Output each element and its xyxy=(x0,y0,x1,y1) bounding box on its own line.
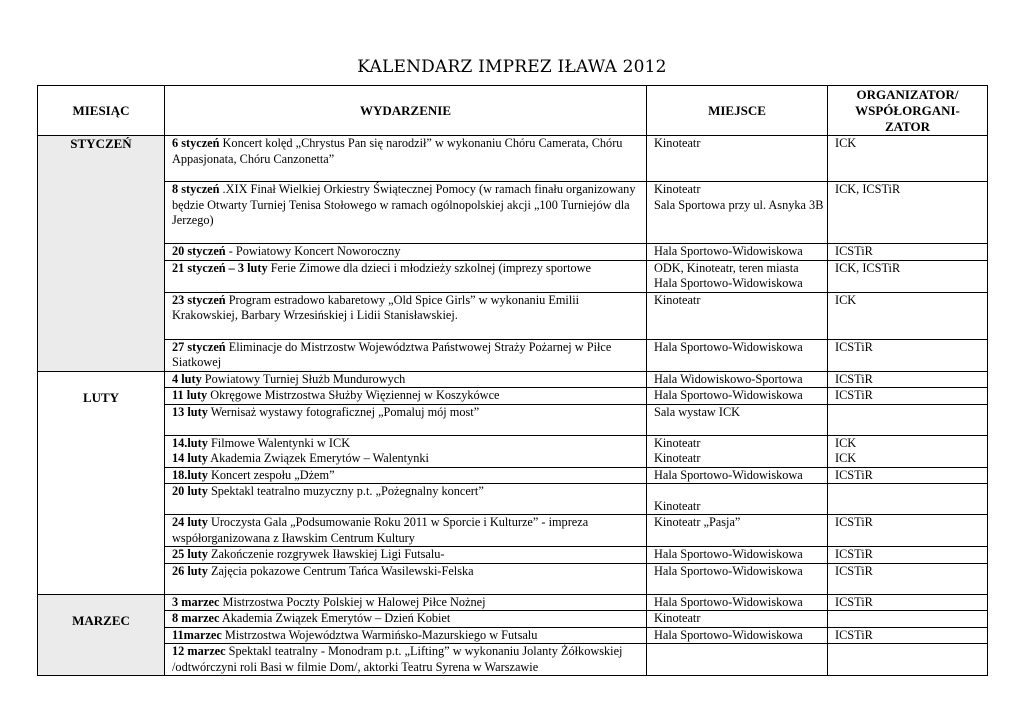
table-row xyxy=(38,404,988,435)
organizer-cell xyxy=(828,371,988,388)
event-date: 3 marzec xyxy=(172,594,220,609)
organizer-text: ICK xyxy=(835,435,857,450)
event-cell xyxy=(165,136,647,182)
table-row xyxy=(38,260,988,292)
event-text: Koncert kolęd „Chrystus Pan się narodził” w wykonaniu Chóru Camerata, Chóru Appasjonata, Chóru Canzonetta” xyxy=(172,136,623,166)
table-row xyxy=(38,371,988,388)
organizer-text: ICSTiR xyxy=(835,339,873,354)
organizer-cell xyxy=(828,182,988,244)
organizer-cell xyxy=(828,594,988,611)
table-row xyxy=(38,339,988,371)
place-text: Kinoteatr xyxy=(654,292,701,307)
organizer-text: ICSTiR xyxy=(835,371,873,386)
organizer-cell xyxy=(828,611,988,628)
event-cell xyxy=(165,627,647,644)
place-text: Hala Sportowo-Widowiskowa xyxy=(654,547,803,561)
organizer-cell xyxy=(828,484,988,515)
event-cell xyxy=(165,388,647,405)
organizer-cell xyxy=(828,627,988,644)
event-date: 11 luty xyxy=(172,388,208,402)
event-text: Uroczysta Gala „Podsumowanie Roku 2011 w Sporcie i Kulturze” - impreza współorganizowana z Iławskim Centrum Kultury xyxy=(172,515,589,545)
organizer-text: ICK xyxy=(835,292,857,307)
place-cell xyxy=(647,260,828,292)
event-cell xyxy=(165,484,647,515)
header-organizer-line: ORGANIZATOR/ xyxy=(856,86,959,102)
event-text: .XIX Finał Wielkiej Orkiestry Świątecznej Pomocy (w ramach finału organizowany będzie Otwarty Turniej Tenisa Stołowego w ramach ogólnopolskiej akcji „100 Turniejów dla Jerzego) xyxy=(172,182,636,227)
place-text: Hala Sportowo-Widowiskowa xyxy=(654,467,803,482)
place-cell xyxy=(647,292,828,339)
organizer-text: ICK, ICSTiR xyxy=(835,260,901,275)
place-cell xyxy=(647,563,828,594)
place-cell xyxy=(647,339,828,371)
place-cell xyxy=(647,547,828,564)
event-text: Okręgowe Mistrzostwa Służby Więziennej w Koszykówce xyxy=(207,388,500,402)
organizer-cell xyxy=(828,467,988,484)
table-row xyxy=(38,435,988,467)
event-text: Mistrzostwa Województwa Warmińsko-Mazurskiego w Futsalu xyxy=(221,627,538,642)
event-date: 24 luty xyxy=(172,515,208,529)
event-date: 20 luty xyxy=(172,484,208,498)
place-text: ODK, Kinoteatr, teren miasta xyxy=(654,260,799,275)
place-cell xyxy=(647,404,828,435)
organizer-cell xyxy=(828,388,988,405)
page-title: KALENDARZ IMPREZ IŁAWA 2012 xyxy=(357,57,667,77)
organizer-text: ICSTiR xyxy=(835,244,873,258)
event-text: Akademia Związek Emerytów – Dzień Kobiet xyxy=(219,611,451,625)
event-cell xyxy=(165,404,647,435)
place-cell xyxy=(647,594,828,611)
place-cell xyxy=(647,371,828,388)
place-cell xyxy=(647,136,828,182)
organizer-cell xyxy=(828,515,988,547)
organizer-text: ICSTiR xyxy=(835,515,873,529)
place-text: Hala Sportowo-Widowiskowa xyxy=(654,276,803,290)
event-date: 14 luty xyxy=(172,451,208,465)
organizer-cell xyxy=(828,339,988,371)
table-header-row xyxy=(38,86,988,136)
organizer-text: ICSTiR xyxy=(835,594,873,609)
place-text: Kinoteatr xyxy=(654,451,701,465)
header-event: WYDARZENIE xyxy=(165,86,647,136)
place-cell xyxy=(647,644,828,676)
organizer-cell xyxy=(828,292,988,339)
event-cell xyxy=(165,515,647,547)
organizer-cell xyxy=(828,136,988,182)
header-organizer-line: ZATOR xyxy=(884,118,931,134)
organizer-cell xyxy=(828,644,988,676)
event-cell xyxy=(165,547,647,564)
event-date: 8 styczeń xyxy=(172,182,220,196)
place-cell xyxy=(647,435,828,467)
event-cell xyxy=(165,435,647,467)
table-row xyxy=(38,244,988,261)
table-row xyxy=(38,547,988,564)
table-row xyxy=(38,182,988,244)
event-cell xyxy=(165,563,647,594)
month-cell-march: MARZEC xyxy=(38,594,165,676)
place-cell xyxy=(647,244,828,261)
event-date: 13 luty xyxy=(172,404,208,419)
place-text: Hala Sportowo-Widowiskowa xyxy=(654,627,803,642)
organizer-text: ICK, ICSTiR xyxy=(835,182,901,196)
table-row xyxy=(38,611,988,628)
event-cell xyxy=(165,371,647,388)
organizer-cell xyxy=(828,547,988,564)
organizer-cell xyxy=(828,244,988,261)
event-text: Zajęcia pokazowe Centrum Tańca Wasilewski-Felska xyxy=(207,563,474,578)
organizer-text: ICSTiR xyxy=(835,467,873,482)
place-text: Kinoteatr xyxy=(654,435,701,450)
place-text: Hala Sportowo-Widowiskowa xyxy=(654,244,803,258)
table-row xyxy=(38,644,988,676)
place-text: Hala Sportowo-Widowiskowa xyxy=(654,594,803,609)
place-text: Hala Sportowo-Widowiskowa xyxy=(654,388,803,402)
event-date: 18.luty xyxy=(172,467,208,482)
organizer-text: ICSTiR xyxy=(835,388,873,402)
place-text: Sala wystaw ICK xyxy=(654,404,741,419)
month-cell-january: STYCZEŃ xyxy=(38,136,165,372)
event-date: 27 styczeń xyxy=(172,339,226,354)
table-row xyxy=(38,388,988,405)
event-text: Filmowe Walentynki w ICK xyxy=(207,435,351,450)
header-organizer-line: WSPÓŁORGANI- xyxy=(855,102,960,118)
event-text: Powiatowy Turniej Służb Mundurowych xyxy=(201,371,406,386)
event-date: 25 luty xyxy=(172,547,208,561)
event-cell xyxy=(165,611,647,628)
organizer-text: ICK xyxy=(835,451,857,465)
place-text: Kinoteatr „Pasja” xyxy=(654,515,741,529)
place-cell xyxy=(647,388,828,405)
place-text: Kinoteatr xyxy=(654,136,701,150)
place-text: Hala Sportowo-Widowiskowa xyxy=(654,563,803,578)
event-cell xyxy=(165,244,647,261)
event-cell xyxy=(165,339,647,371)
place-cell xyxy=(647,627,828,644)
table-row xyxy=(38,515,988,547)
event-text: Koncert zespołu „Dżem” xyxy=(207,467,335,482)
month-cell-february: LUTY xyxy=(38,371,165,594)
event-text: Spektakl teatralno muzyczny p.t. „Pożegnalny koncert” xyxy=(207,484,484,498)
header-month: MIESIĄC xyxy=(38,86,165,136)
event-date: 12 marzec xyxy=(172,644,226,658)
table-row xyxy=(38,627,988,644)
event-cell xyxy=(165,260,647,292)
organizer-text: ICSTiR xyxy=(835,547,873,561)
organizer-cell xyxy=(828,260,988,292)
place-text: Kinoteatr xyxy=(654,611,701,625)
place-cell xyxy=(647,611,828,628)
event-date: 26 luty xyxy=(172,563,208,578)
event-text: Spektakl teatralny - Monodram p.t. „Lifting” w wykonaniu Jolanty Żółkowskiej /odtwórczyni roli Basi w filmie Dom/, aktorki Teatru Syrena w Warszawie xyxy=(172,644,623,674)
event-text: Wernisaż wystawy fotograficznej „Pomaluj mój most” xyxy=(207,404,480,419)
event-text: Ferie Zimowe dla dzieci i młodzieży szkolnej (imprezy sportowe xyxy=(267,260,592,275)
event-cell xyxy=(165,644,647,676)
event-text: Program estradowo kabaretowy „Old Spice Girls” w wykonaniu Emilii Krakowskiej, Barbary Wrzesińskiej i Lidii Stanisławskiej. xyxy=(172,292,580,322)
place-text: Kinoteatr xyxy=(654,498,701,513)
event-line xyxy=(172,451,646,467)
place-text: Sala Sportowa przy ul. Asnyka 3B xyxy=(654,197,824,212)
event-cell xyxy=(165,467,647,484)
event-text: Zakończenie rozgrywek Iławskiej Ligi Futsalu- xyxy=(207,547,445,561)
event-date: 20 styczeń xyxy=(172,244,226,258)
place-text: Kinoteatr xyxy=(654,182,701,196)
place-cell xyxy=(647,182,828,244)
table-row xyxy=(38,467,988,484)
header-organizer xyxy=(828,86,988,136)
table-row xyxy=(38,594,988,611)
place-text: Hala Widowiskowo-Sportowa xyxy=(654,371,803,386)
organizer-text: ICSTiR xyxy=(835,627,873,642)
table-row xyxy=(38,292,988,339)
place-text: Hala Sportowo-Widowiskowa xyxy=(654,339,803,354)
organizer-text: ICK xyxy=(835,136,857,150)
place-cell xyxy=(647,467,828,484)
event-date: 6 styczeń xyxy=(172,136,220,150)
event-cell xyxy=(165,594,647,611)
table-row xyxy=(38,563,988,594)
header-place: MIEJSCE xyxy=(647,86,828,136)
event-cell xyxy=(165,292,647,339)
event-date: 8 marzec xyxy=(172,611,220,625)
event-text: - Powiatowy Koncert Noworoczny xyxy=(225,244,401,258)
event-text: Akademia Związek Emerytów – Walentynki xyxy=(207,451,429,465)
organizer-cell xyxy=(828,404,988,435)
events-table xyxy=(37,85,988,676)
event-date: 11marzec xyxy=(172,627,222,642)
organizer-cell xyxy=(828,435,988,467)
organizer-text: ICSTiR xyxy=(835,563,873,578)
event-cell xyxy=(165,182,647,244)
organizer-cell xyxy=(828,563,988,594)
event-date: 4 luty xyxy=(172,371,202,386)
event-text: Mistrzostwa Poczty Polskiej w Halowej Piłce Nożnej xyxy=(219,594,486,609)
event-date: 14.luty xyxy=(172,435,208,450)
event-line xyxy=(172,436,646,452)
place-cell xyxy=(647,515,828,547)
place-cell xyxy=(647,484,828,515)
event-date: 21 styczeń – 3 luty xyxy=(172,260,268,275)
event-text: Eliminacje do Mistrzostw Województwa Państwowej Straży Pożarnej w Piłce Siatkowej xyxy=(172,339,612,369)
table-row xyxy=(38,484,988,515)
event-date: 23 styczeń xyxy=(172,292,226,307)
table-row xyxy=(38,136,988,182)
